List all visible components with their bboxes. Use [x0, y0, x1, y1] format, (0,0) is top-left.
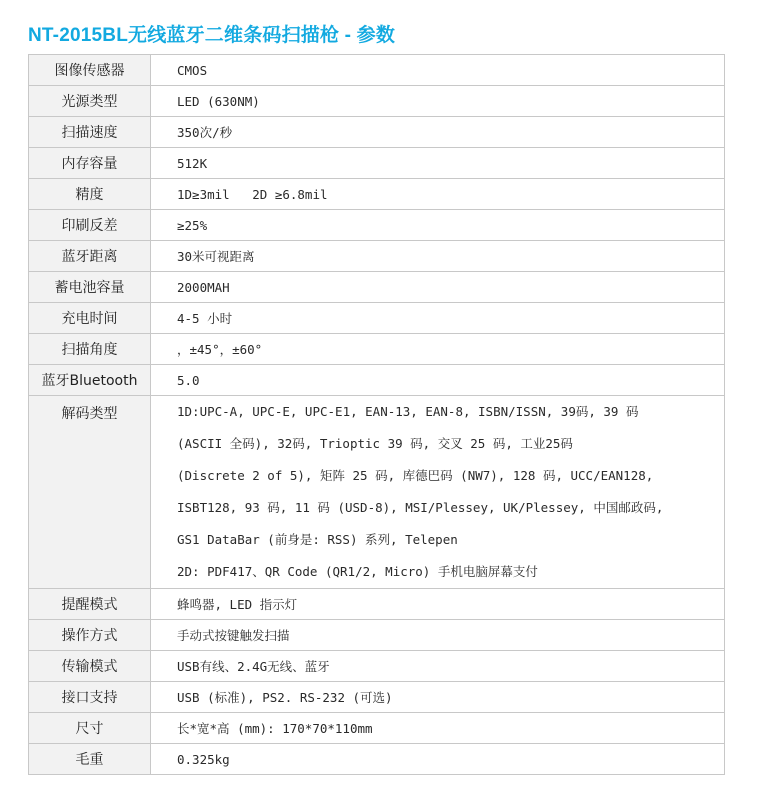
row-value: 30米可视距离 [151, 241, 725, 272]
table-row [29, 365, 725, 396]
row-label: 扫描角度 [29, 334, 151, 365]
row-label: 蓝牙Bluetooth [29, 365, 151, 396]
decode-line: ISBT128, 93 码, 11 码 (USD-8), MSI/Plessey, UK/Plessey, 中国邮政码, [177, 500, 664, 515]
decode-line: (ASCII 全码), 32码, Trioptic 39 码, 交叉 25 码, 工业25码 [177, 436, 573, 451]
table-row [29, 713, 725, 744]
table-row [29, 744, 725, 775]
table-row [29, 55, 725, 86]
table-row [29, 334, 725, 365]
table-row [29, 272, 725, 303]
row-value: 0.325kg [151, 744, 725, 775]
row-value: LED (630NM) [151, 86, 725, 117]
row-value: 350次/秒 [151, 117, 725, 148]
row-label: 图像传感器 [29, 55, 151, 86]
row-value: 蜂鸣器, LED 指示灯 [151, 589, 725, 620]
table-row [29, 148, 725, 179]
row-value: 手动式按键触发扫描 [151, 620, 725, 651]
row-label: 内存容量 [29, 148, 151, 179]
table-row [29, 117, 725, 148]
table-row [29, 620, 725, 651]
row-label: 扫描速度 [29, 117, 151, 148]
row-label: 提醒模式 [29, 589, 151, 620]
row-value: CMOS [151, 55, 725, 86]
row-label: 接口支持 [29, 682, 151, 713]
row-label: 充电时间 [29, 303, 151, 334]
row-value: USB有线、2.4G无线、蓝牙 [151, 651, 725, 682]
row-label: 印刷反差 [29, 210, 151, 241]
row-label: 光源类型 [29, 86, 151, 117]
decode-line: (Discrete 2 of 5), 矩阵 25 码, 库德巴码 (NW7), 128 码, UCC/EAN128, [177, 468, 654, 483]
decode-line: 2D: PDF417、QR Code (QR1/2, Micro) 手机电脑屏幕支付 [177, 564, 538, 579]
table-row [29, 651, 725, 682]
row-label: 毛重 [29, 744, 151, 775]
row-value [151, 396, 725, 589]
row-label: 传输模式 [29, 651, 151, 682]
row-label: 蓄电池容量 [29, 272, 151, 303]
row-value: ，±45°，±60° [151, 334, 725, 365]
decode-line: 1D:UPC-A, UPC-E, UPC-E1, EAN-13, EAN-8, ISBN/ISSN, 39码, 39 码 [177, 404, 639, 419]
row-label: 蓝牙距离 [29, 241, 151, 272]
row-value: 5.0 [151, 365, 725, 396]
page-title: NT-2015BL无线蓝牙二维条码扫描枪 - 参数 [28, 25, 396, 46]
row-label: 操作方式 [29, 620, 151, 651]
table-row [29, 303, 725, 334]
spec-table [28, 54, 725, 775]
row-value: 512K [151, 148, 725, 179]
row-label: 解码类型 [29, 396, 151, 589]
row-value: 4-5 小时 [151, 303, 725, 334]
table-row [29, 589, 725, 620]
row-value: USB (标准), PS2. RS-232 (可选) [151, 682, 725, 713]
table-row [29, 682, 725, 713]
table-row [29, 86, 725, 117]
table-row [29, 396, 725, 589]
row-label: 尺寸 [29, 713, 151, 744]
table-row [29, 179, 725, 210]
table-row [29, 210, 725, 241]
decode-line: GS1 DataBar (前身是: RSS) 系列, Telepen [177, 532, 458, 547]
row-value: ≥25% [151, 210, 725, 241]
row-label: 精度 [29, 179, 151, 210]
row-value: 2000MAH [151, 272, 725, 303]
row-value: 长*宽*高 (mm): 170*70*110mm [151, 713, 725, 744]
table-row [29, 241, 725, 272]
row-value: 1D≥3mil 2D ≥6.8mil [151, 179, 725, 210]
